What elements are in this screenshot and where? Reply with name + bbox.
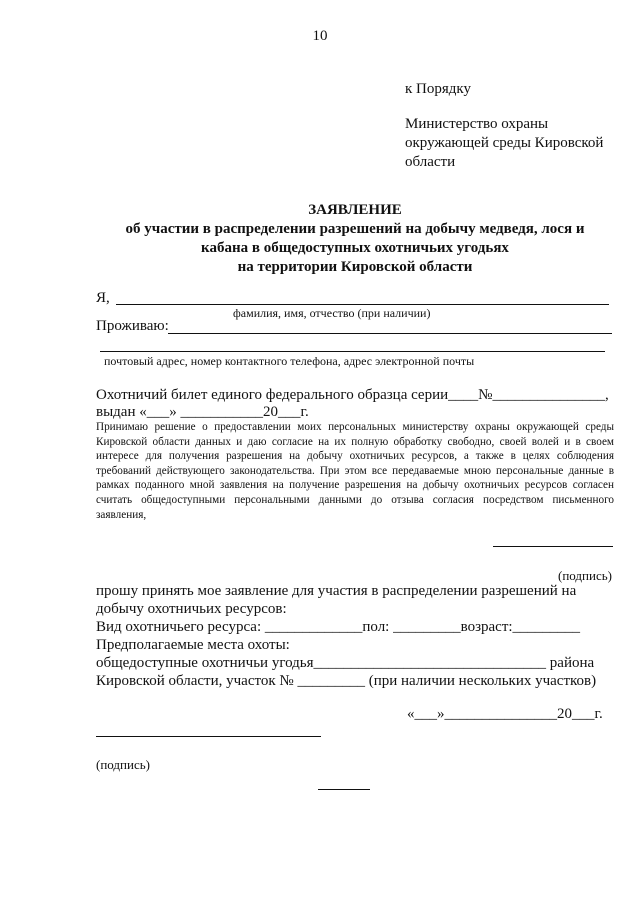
signature-caption: (подпись)	[558, 568, 612, 583]
fio-field-line[interactable]	[116, 304, 609, 305]
hunting-ticket-line: Охотничий билет единого федерального образца серии____№_______________,	[96, 387, 609, 403]
title-line: об участии в распределении разрешений на добычу медведя, лося и	[125, 221, 585, 237]
residence-field-line[interactable]	[168, 333, 612, 334]
fio-caption: фамилия, имя, отчество (при наличии)	[233, 306, 431, 320]
request-block	[96, 582, 596, 690]
page-number: 10	[312, 28, 328, 44]
addressee-line: окружающей среды Кировской	[405, 135, 604, 151]
signature-line-2[interactable]	[96, 736, 321, 737]
request-line: Предполагаемые места охоты:	[96, 637, 290, 653]
addressee-ministry	[405, 115, 630, 172]
signature-line[interactable]	[493, 546, 613, 547]
personal-data-consent: Принимаю решение о предоставлении моих персональных министерству охраны окружающей среды Кировской области данных и даю согласие на их полную обработку свободно, своей волей и в своем интересе для получения разрешения на добычу охотничьих ресурсов, а также в целях соблюдения требований действующего законодательства. При этом все передаваемые мною персональные данные в рамках поданного мной заявления на получение разрешения на добычу охотничьих ресурсов согласен считать общедоступными персональными данными до отзыва согласия посредством письменного заявления,	[96, 421, 614, 521]
request-line: прошу принять мое заявление для участия в распределении разрешений на	[96, 583, 577, 599]
plot-number-line: Кировской области, участок № _________ (при наличии нескольких участков)	[96, 673, 597, 689]
signature-caption-2: (подпись)	[96, 757, 150, 772]
applicant-label: Я,	[96, 290, 110, 306]
document-title	[70, 201, 640, 277]
hunting-grounds-line: общедоступные охотничьи угодья_______________________________ района	[96, 655, 595, 671]
resource-type-line: Вид охотничьего ресурса: _____________пол: _________возраст:_________	[96, 619, 581, 635]
date-line: «___»_______________20___г.	[407, 706, 603, 722]
end-divider	[318, 789, 370, 790]
appendix-reference: к Порядку	[405, 81, 471, 97]
title-heading: ЗАЯВЛЕНИЕ	[308, 202, 402, 218]
ticket-issued-line: выдан «___» ___________20___г.	[96, 404, 309, 420]
contact-caption: почтовый адрес, номер контактного телефона, адрес электронной почты	[104, 354, 475, 368]
title-line: на территории Кировской области	[237, 259, 473, 275]
contact-field-line[interactable]	[100, 351, 605, 352]
request-line: добычу охотничьих ресурсов:	[96, 601, 287, 617]
addressee-line: Министерство охраны	[405, 116, 549, 132]
addressee-line: области	[405, 154, 456, 170]
residence-label: Проживаю:	[96, 318, 169, 334]
title-line: кабана в общедоступных охотничьих угодьях	[201, 240, 509, 256]
